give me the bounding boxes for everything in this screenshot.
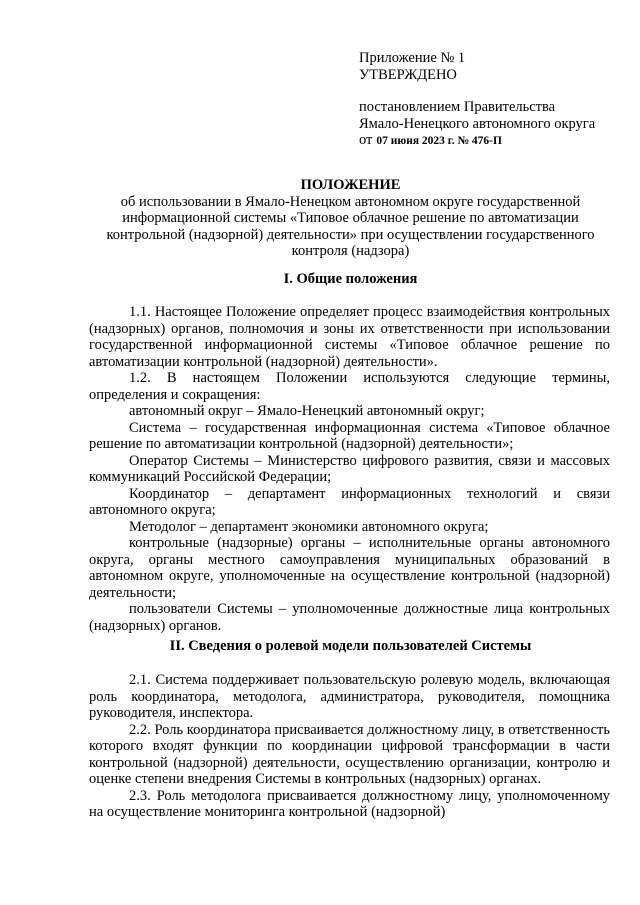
section-1-heading: I. Общие положения (283, 271, 418, 287)
resolution-label: постановлением Правительства (359, 99, 556, 115)
paragraph: автономный округ – Ямало-Ненецкий автономный округ; (129, 403, 485, 419)
resolution-date-line (359, 132, 595, 150)
paragraph: 2.3. Роль методолога присваивается должностному лицу, уполномоченному на осуществление мониторинга контрольной (надзорной) (89, 787, 610, 820)
title-main: ПОЛОЖЕНИЕ (300, 177, 401, 193)
section-2-heading: II. Сведения о ролевой модели пользователей Системы (169, 638, 532, 654)
appendix-label: Приложение № 1 (359, 50, 466, 66)
government-name: Ямало-Ненецкого автономного округа (359, 115, 596, 132)
approved-label: УТВЕРЖДЕНО (359, 66, 457, 83)
paragraph: 1.2. В настоящем Положении используются следующие термины, определения и сокращения: (89, 370, 610, 403)
paragraph: 1.1. Настоящее Положение определяет процесс взаимодействия контрольных (надзорных) органов, полномочия и зоны их ответственности при использовании государственной информационной системы «Типовое облачное решение по автоматизации контрольной (надзорной) деятельности». (89, 304, 610, 370)
date-prefix: от (359, 132, 373, 148)
approval-block (359, 50, 595, 150)
section-1-body (89, 304, 610, 634)
title-subtitle: об использовании в Ямало-Ненецком автономном округе государственной информационной системы «Типовое облачное решение по автоматизации контрольной (надзорной) деятельности» при осуществлении государственного контроля (надзора) (106, 193, 595, 259)
paragraph: Координатор – департамент информационных технологий и связи автономного округа; (89, 485, 610, 518)
paragraph: 2.1. Система поддерживает пользовательскую ролевую модель, включающая роль координатора, методолога, администратора, руководителя, помощника руководителя, инспектора. (89, 672, 610, 721)
paragraph: пользователи Системы – уполномоченные должностные лица контрольных (надзорных) органов. (89, 601, 610, 634)
paragraph: 2.2. Роль координатора присваивается должностному лицу, в ответственность которого входят функции по координации цифровой трансформации в части контрольной (надзорной) деятельности, осуществлению организации, контролю и оценке степени внедрения Системы в контрольных (надзорных) органах. (89, 721, 610, 787)
resolution-date: 07 июня 2023 г. № 476-П (376, 135, 502, 147)
section-2-body (89, 672, 610, 821)
paragraph: Методолог – департамент экономики автономного округа; (129, 518, 489, 535)
document-title (88, 177, 613, 260)
paragraph: Оператор Системы – Министерство цифрового развития, связи и массовых коммуникаций Российской Федерации; (89, 452, 610, 485)
paragraph: контрольные (надзорные) органы – исполнительные органы автономного округа, органы местного самоуправления муниципальных образований в автономном округе, уполномоченные на осуществление контрольной (надзорной) деятельности; (89, 535, 610, 601)
paragraph: Система – государственная информационная система «Типовое облачное решение по автоматизации контрольной (надзорной) деятельности»; (89, 419, 610, 452)
